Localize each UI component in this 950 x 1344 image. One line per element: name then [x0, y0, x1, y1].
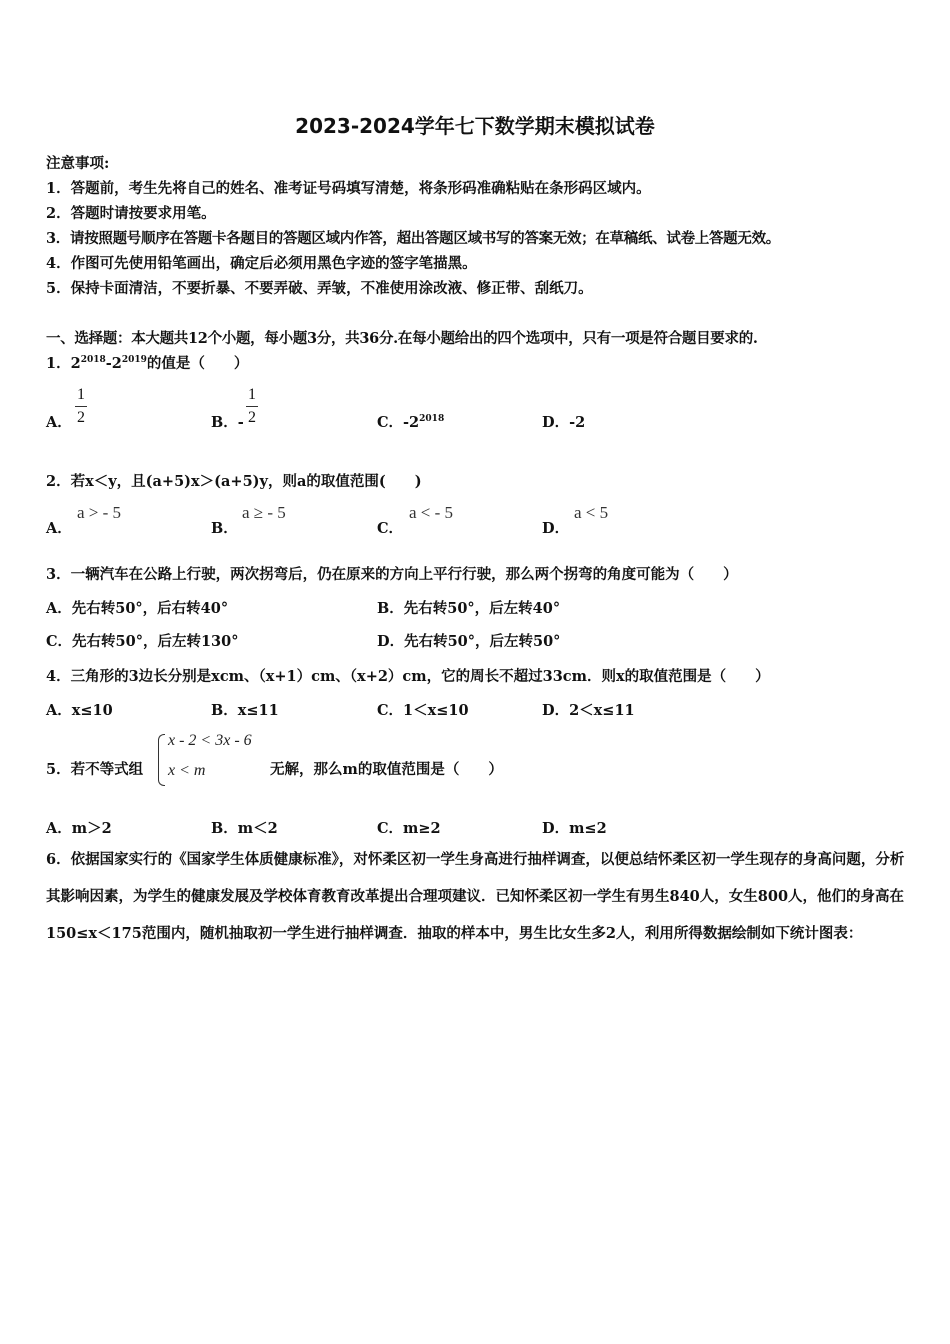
notice-item-3: 3．请按照题号顺序在答题卡各题目的答题区域内作答，超出答题区域书写的答案无效；在草稿纸、试卷上答题无效。 [46, 230, 780, 247]
left-brace [158, 734, 165, 786]
question-1-stem: 1．$2^{2018}-2^{2019}$的值是（ ） [46, 355, 249, 372]
question-6-text: 6．依据国家实行的《国家学生体质健康标准》，对怀柔区初一学生身高进行抽样调查，以便总结怀柔区初一学生现存的身高问题，分析其影响因素，为学生的健康发展及学校体育教育改革提出合理项建议．已知怀柔区初一学生有男生840人，女生800人，他们的身高在150≤x＜175范围内，随机抽取初一学生进行抽样调查．抽取的样本中，男生比女生多2人，利用所得数据绘制如下统计图表： [46, 851, 905, 942]
q5-option-a: A．m＞2 [46, 820, 112, 837]
q3-option-a: A．先右转50°，后右转40° [46, 600, 229, 617]
q2-option-c-label: C． [377, 520, 404, 537]
inequality-system [158, 732, 278, 786]
inequality-row-2: x < m [168, 762, 206, 779]
question-2-stem: 2．若x＜y，且(a+5)x＞(a+5)y，则a的取值范围( ) [46, 473, 422, 490]
q1-option-a-fraction: 1 2 [77, 386, 85, 426]
inequality-row-1: x - 2 < 3x - 6 [168, 732, 252, 749]
question-3-stem: 3．一辆汽车在公路上行驶，两次拐弯后，仍在原来的方向上平行行驶，那么两个拐弯的角度可能为（ ） [46, 566, 738, 583]
section-heading: 一、选择题：本大题共12个小题，每小题3分，共36分.在每小题给出的四个选项中，只有一项是符合题目要求的. [46, 330, 758, 347]
q1-option-c: C．$-2^{2018}$ [377, 414, 445, 431]
q5-option-d: D．m≤2 [542, 820, 607, 837]
page-title: 2023-2024学年七下数学期末模拟试卷 [295, 114, 655, 138]
question-4-stem: 4．三角形的3边长分别是xcm、（x+1）cm、（x+2）cm，它的周长不超过33cm．则x的取值范围是（ ） [46, 668, 770, 685]
notice-item-1: 1．答题前，考生先将自己的姓名、准考证号码填写清楚，将条形码准确粘贴在条形码区域内。 [46, 180, 651, 197]
q5-option-c: C．m≥2 [377, 820, 441, 837]
q2-option-a-label: A． [46, 520, 72, 537]
q4-option-d: D．2＜x≤11 [542, 702, 635, 719]
notice-heading: 注意事项: [46, 155, 110, 172]
q2-option-b-value: a ≥ - 5 [242, 503, 286, 522]
q2-option-a-value: a > - 5 [77, 503, 122, 522]
notice-item-5: 5．保持卡面清洁，不要折暴、不要弄破、弄皱，不准使用涂改液、修正带、刮纸刀。 [46, 280, 593, 297]
q5-option-b: B．m＜2 [211, 820, 278, 837]
question-5-suffix: 无解，那么m的取值范围是（ ） [270, 761, 503, 778]
notice-item-2: 2．答题时请按要求用笔。 [46, 205, 216, 222]
q4-option-a: A．x≤10 [46, 702, 113, 719]
q1-option-a-label: A． [46, 414, 72, 431]
q3-option-b: B．先右转50°，后左转40° [377, 600, 561, 617]
question-5-prefix: 5．若不等式组 [46, 761, 144, 778]
q2-option-b-label: B． [211, 520, 238, 537]
q3-option-d: D．先右转50°，后左转50° [377, 633, 561, 650]
q2-option-c-value: a < - 5 [409, 503, 454, 522]
q2-option-d-label: D． [542, 520, 570, 537]
q1-option-d: D．-2 [542, 414, 586, 431]
q4-option-b: B．x≤11 [211, 702, 279, 719]
q4-option-c: C．1＜x≤10 [377, 702, 469, 719]
notice-item-4: 4．作图可先使用铅笔画出，确定后必须用黑色字迹的签字笔描黑。 [46, 255, 477, 272]
q1-option-b-label: B．- [211, 414, 244, 431]
q2-option-d-value: a < 5 [574, 503, 609, 522]
q1-option-b-fraction: 1 2 [248, 386, 256, 426]
q3-option-c: C．先右转50°，后左转130° [46, 633, 239, 650]
